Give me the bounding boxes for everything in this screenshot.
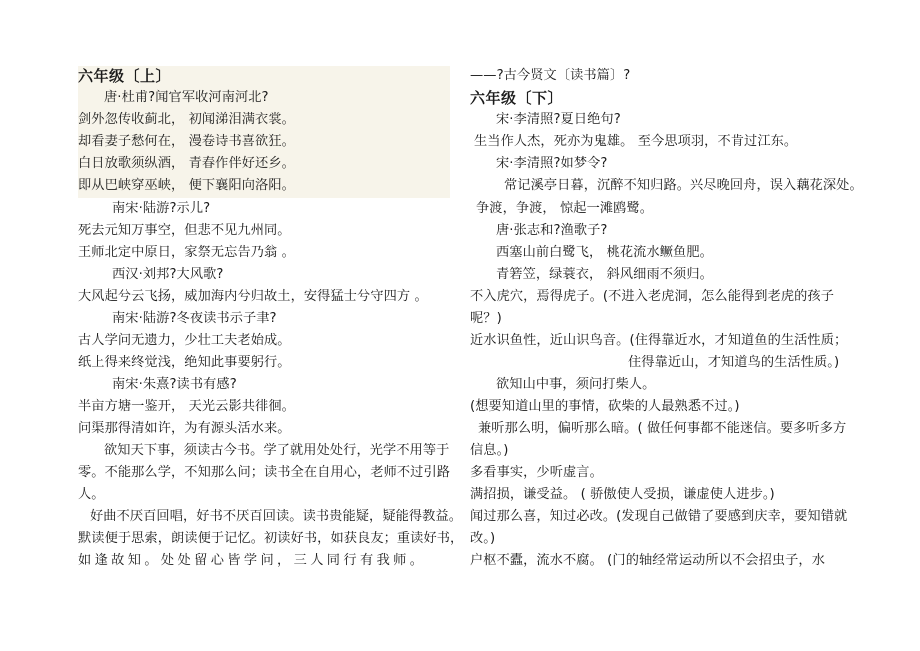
- poem-line: 常记溪亭日暮，沉醉不知归路。兴尽晚回舟，误入藕花深处。: [504, 178, 863, 193]
- text-line: 信息。): [470, 443, 509, 458]
- text-line: 住得靠近山，才知道鸟的生活性质。): [628, 355, 840, 370]
- poem-title: 西汉·刘邦?大风歌?: [112, 267, 224, 282]
- text-line: 不入虎穴，焉得虎子。(不进入老虎洞，怎么能得到老虎的孩子: [470, 289, 835, 304]
- text-line: 近水识鱼性，近山识鸟音。(住得靠近水，才知道鱼的生活性质；: [470, 333, 848, 348]
- grade-6-upper-heading: 六年级〔上〕: [78, 67, 172, 85]
- text-line: 多看事实，少听虚言。: [470, 465, 603, 480]
- poem-title: 唐·张志和?渔歌子?: [496, 223, 608, 238]
- poem-line: 生当作人杰，死亦为鬼雄。 至今思项羽，不肯过江东。: [474, 134, 798, 149]
- poem-title: 宋·李清照?如梦令?: [496, 156, 608, 171]
- grade-6-lower-heading: 六年级〔下〕: [470, 89, 564, 107]
- poem-line: 半亩方塘一鉴开， 天光云影共徘徊。: [78, 399, 295, 414]
- poem-title: 南宋·陆游?示儿?: [112, 201, 211, 216]
- text-line: 默读便于思索，朗读便于记忆。初读好书，如获良友；重读好书，: [78, 531, 464, 546]
- source-attribution: ——?古今贤文〔读书篇〕?: [470, 68, 631, 83]
- poem-line: 剑外忽传收蓟北， 初闻涕泪满衣裳。: [78, 112, 295, 127]
- text-line: 闻过那么喜，知过必改。(发现自己做错了要感到庆幸，要知错就: [470, 509, 848, 524]
- text-line: 欲知山中事，须问打柴人。: [496, 377, 656, 392]
- poem-line: 青箬笠，绿蓑衣， 斜风细雨不须归。: [496, 267, 713, 282]
- text-line: (想要知道山里的事情，砍柴的人最熟悉不过。): [470, 399, 740, 414]
- text-line: 改。): [470, 531, 496, 546]
- text-line: 满招损，谦受益。 ( 骄傲使人受损，谦虚使人进步。): [470, 487, 775, 502]
- text-line: 户枢不蠹，流水不腐。 (门的轴经常运动所以不会招虫子，水: [470, 553, 826, 568]
- text-line: 如逢故知。处处留心皆学问，三人同行有我师。: [78, 553, 427, 568]
- poem-line: 即从巴峡穿巫峡， 便下襄阳向洛阳。: [78, 178, 295, 193]
- poem-line: 死去元知万事空，但悲不见九州同。: [78, 223, 291, 238]
- text-line: 兼听那么明，偏听那么暗。( 做任何事都不能迷信。要多听多方: [478, 421, 847, 436]
- poem-line: 白日放歌须纵酒， 青春作伴好还乡。: [78, 156, 295, 171]
- poem-line: 西塞山前白鹭飞， 桃花流水鳜鱼肥。: [496, 245, 713, 260]
- poem-title: 南宋·朱熹?读书有感?: [112, 377, 237, 392]
- poem-line: 争渡，争渡， 惊起一滩鸥鹭。: [476, 201, 654, 216]
- poem-line: 却看妻子愁何在， 漫卷诗书喜欲狂。: [78, 134, 295, 149]
- text-line: 呢？): [470, 311, 502, 326]
- text-line: 人。: [78, 487, 105, 502]
- text-line: 零。不能那么学，不知那么问；读书全在自用心，老师不过引路: [78, 465, 451, 480]
- poem-line: 王师北定中原日，家祭无忘告乃翁 。: [78, 245, 295, 260]
- poem-title: 宋·李清照?夏日绝句?: [496, 112, 621, 127]
- poem-line: 纸上得来终觉浅，绝知此事要躬行。: [78, 355, 291, 370]
- poem-line: 大风起兮云飞扬，威加海内兮归故土，安得猛士兮守四方 。: [78, 289, 428, 304]
- text-line: 好曲不厌百回唱，好书不厌百回读。读书贵能疑，疑能得教益。: [90, 509, 463, 524]
- poem-title: 唐·杜甫?闻官军收河南河北?: [104, 90, 269, 105]
- poem-line: 古人学问无遗力，少壮工夫老始成。: [78, 333, 291, 348]
- poem-title: 南宋·陆游?冬夜读书示子聿?: [112, 311, 277, 326]
- poem-line: 问渠那得清如许，为有源头活水来。: [78, 421, 291, 436]
- text-line: 欲知天下事，须读古今书。学了就用处处行，光学不用等于: [104, 443, 450, 458]
